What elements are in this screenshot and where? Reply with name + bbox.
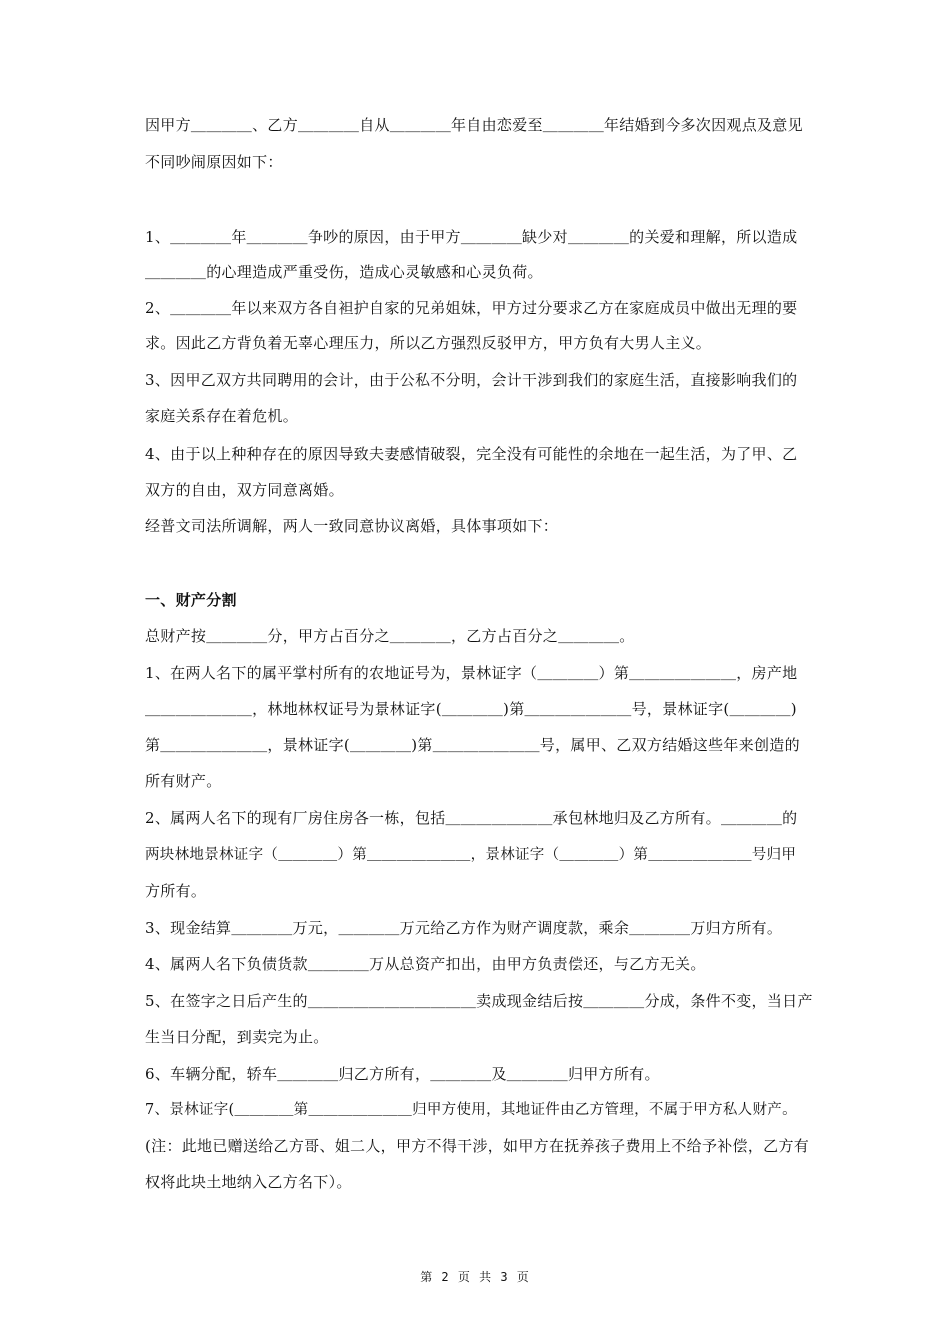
reason-4-line-1: 4、由于以上种种存在的原因导致夫妻感情破裂，完全没有可能性的余地在一起生活，为了甲、乙 [145,445,798,463]
section-title-property: 一、财产分割 [145,591,237,609]
intro-line-1: 因甲方＿＿＿＿、乙方＿＿＿＿自从＿＿＿＿年自由恋爱至＿＿＿＿年结婚到今多次因观点及意见 [145,116,803,134]
item-5-line-2: 生当日分配，到卖完为止。 [145,1028,329,1046]
reason-3-line-1: 3、因甲乙双方共同聘用的会计，由于公私不分明，会计干涉到我们的家庭生活，直接影响我们的 [145,371,798,389]
item-6-line-1: 6、车辆分配，轿车＿＿＿＿归乙方所有，＿＿＿＿及＿＿＿＿归甲方所有。 [145,1065,660,1083]
total-property-line: 总财产按＿＿＿＿分，甲方占百分之＿＿＿＿，乙方占百分之＿＿＿＿。 [145,627,635,645]
item-1-line-3: 第＿＿＿＿＿＿＿，景林证字(＿＿＿＿)第＿＿＿＿＿＿＿号，属甲、乙双方结婚这些年来创造的 [145,736,800,754]
reason-1-line-1: 1、＿＿＿＿年＿＿＿＿争吵的原因，由于甲方＿＿＿＿缺少对＿＿＿＿的关爱和理解，所以造成 [145,228,798,246]
reason-2-line-1: 2、＿＿＿＿年以来双方各自袒护自家的兄弟姐妹，甲方过分要求乙方在家庭成员中做出无理的要 [145,299,798,317]
item-7-line-2: (注：此地已赠送给乙方哥、姐二人，甲方不得干涉，如甲方在抚养孩子费用上不给予补偿，乙方有 [145,1137,810,1155]
item-1-line-2: ＿＿＿＿＿＿＿，林地林权证号为景林证字(＿＿＿＿)第＿＿＿＿＿＿＿号，景林证字(＿＿＿＿) [145,700,797,718]
mediation-text: 经普文司法所调解，两人一致同意协议离婚，具体事项如下： [145,517,559,535]
item-5-line-1: 5、在签字之日后产生的＿＿＿＿＿＿＿＿＿＿＿卖成现金结后按＿＿＿＿分成，条件不变，当日产 [145,992,813,1010]
item-7-line-3: 权将此块土地纳入乙方名下）。 [145,1173,352,1191]
item-1-line-1: 1、在两人名下的属平掌村所有的农地证号为，景林证字（＿＿＿＿）第＿＿＿＿＿＿＿，房产地 [145,664,798,682]
reason-4-line-2: 双方的自由，双方同意离婚。 [145,481,344,499]
item-2-line-3: 方所有。 [145,882,207,900]
item-3-line-1: 3、现金结算＿＿＿＿万元，＿＿＿＿万元给乙方作为财产调度款，乘余＿＿＿＿万归方所有。 [145,919,783,937]
reason-3-line-2: 家庭关系存在着危机。 [145,407,299,425]
item-4-line-1: 4、属两人名下负债货款＿＿＿＿万从总资产扣出，由甲方负责偿还，与乙方无关。 [145,955,706,973]
reason-2-line-2: 求。因此乙方背负着无辜心理压力，所以乙方强烈反驳甲方，甲方负有大男人主义。 [145,334,712,352]
reason-1-line-2: ＿＿＿＿的心理造成严重受伤，造成心灵敏感和心灵负荷。 [145,263,543,281]
page-number-footer: 第 2 页 共 3 页 [420,1270,530,1284]
item-7-line-1: 7、景林证字(＿＿＿＿第＿＿＿＿＿＿＿归甲方使用，其地证件由乙方管理，不属于甲方私人财产。 [145,1102,797,1118]
intro-line-2: 不同吵闹原因如下： [145,153,283,171]
item-1-line-4: 所有财产。 [145,772,222,790]
item-2-line-1: 2、属两人名下的现有厂房住房各一栋，包括＿＿＿＿＿＿＿承包林地归及乙方所有。＿＿＿＿的 [145,809,798,827]
item-2-line-2: 两块林地景林证字（＿＿＿＿）第＿＿＿＿＿＿＿，景林证字（＿＿＿＿）第＿＿＿＿＿＿＿号归甲 [145,847,797,863]
